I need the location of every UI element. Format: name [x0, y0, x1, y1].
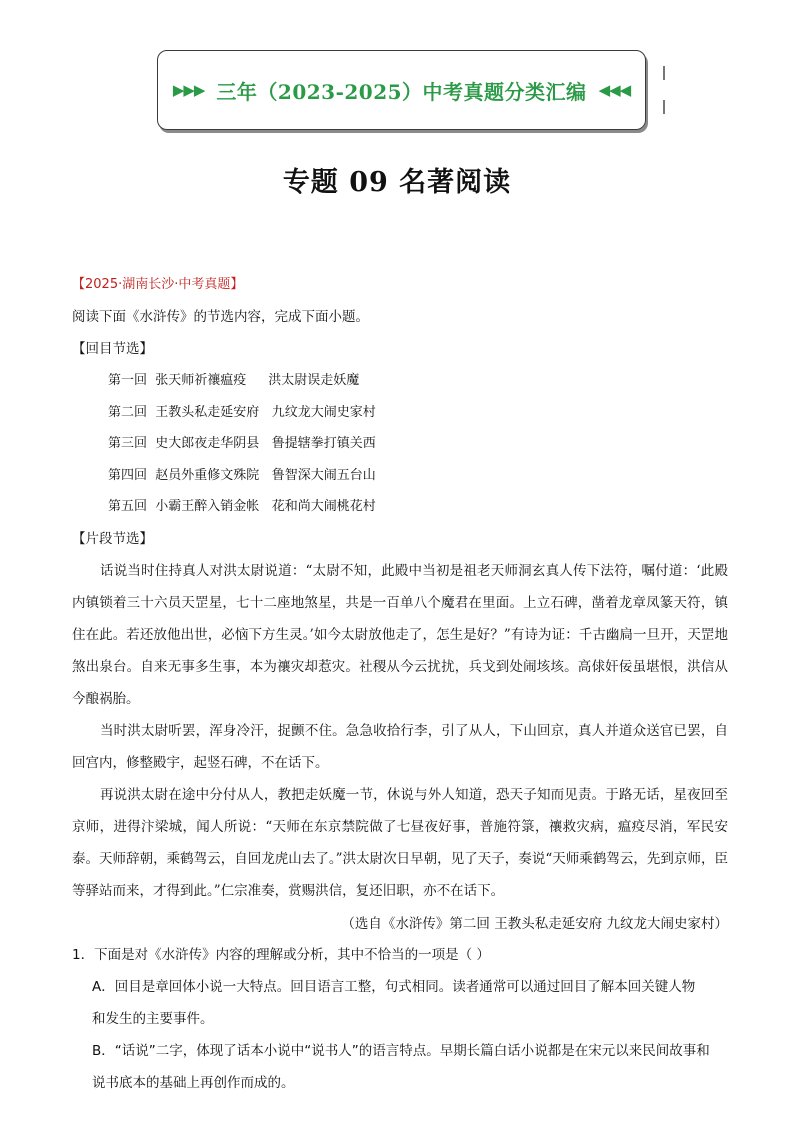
chapter-title-b: 洪太尉误走妖魔: [268, 373, 360, 388]
option-a-continued: 和发生的主要事件。: [92, 1010, 214, 1027]
banner-title: 三年（2023-2025）中考真题分类汇编: [216, 79, 587, 104]
chapter-title-b: 鲁提辖拳打镇关西: [271, 436, 376, 451]
option-a: [72, 971, 728, 1003]
chapter-title-a: 张天师祈禳瘟疫: [155, 373, 247, 388]
source-tag: 【2025·湖南长沙·中考真题】: [72, 277, 244, 292]
option-b-continued: 说书底本的基础上再创作而成的。: [92, 1074, 295, 1091]
chapter-list: [72, 365, 728, 523]
header-banner: [157, 50, 646, 130]
chapter-title-a: 小霸王醉入销金帐: [155, 499, 260, 514]
chapter-title-a: 王教头私走延安府: [155, 404, 260, 420]
excerpt-paragraph: 当时洪太尉听罢，浑身冷汗，捉颤不住。急急收拾行李，引了从人，下山回京，真人并道众送官已罢，自回宫内，修整殿宇，起竖石碑，不在话下。: [72, 722, 728, 771]
excerpt-paragraph: 再说洪太尉在途中分付从人，教把走妖魔一节，休说与外人知道，恐天子知而见责。于路无话，星夜回至京师，进得汴梁城，闻人所说：“天师在东京禁院做了七昼夜好事，普施符箓，禳救灾病，瘟疫尽消，军民安泰。天师辞朝，乘鹤驾云，自回龙虎山去了。”洪太尉次日早朝，见了天子，奏说“天师乘鹤驾云，先到京师，臣等驿站而来，才得到此。”仁宗准奏，赏赐洪信，复还旧职，亦不在话下。: [72, 786, 728, 899]
option-label: A．: [92, 978, 115, 995]
right-arrows-icon: ▶▶▶: [172, 81, 205, 99]
chapter-title-b: 九纹龙大闹史家村: [271, 404, 376, 420]
chapter-item: [72, 428, 728, 460]
option-label: B．: [92, 1042, 115, 1059]
chapter-item: [72, 365, 728, 397]
chapter-item: [72, 491, 728, 523]
left-arrows-icon: ◀◀◀: [598, 81, 631, 99]
chapter-number: 第一回: [108, 373, 148, 388]
section-label-excerpt: 【片段节选】: [72, 530, 153, 547]
banner-decoration: [663, 100, 665, 114]
document-body: [72, 268, 728, 1099]
chapter-number: 第五回: [108, 499, 148, 514]
excerpt-paragraph: 话说当时住持真人对洪太尉说道：“太尉不知，此殿中当初是祖老天师洞玄真人传下法符，嘱付道：‘此殿内镇锁着三十六员天罡星，七十二座地煞星，共是一百单八个魔君在里面。上立石碑，凿着龙章凤篆天符，镇住在此。若还放他出世，必恼下方生灵。’如今太尉放他走了，怎生是好？”有诗为证：千古幽扃一旦开，天罡地煞出泉台。自来无事多生事，本为禳灾却惹灾。社稷从今云扰扰，兵戈到处闹垓垓。高俅奸佞虽堪恨，洪信从今酿祸胎。: [72, 562, 728, 707]
page-title: 专题 09 名著阅读: [282, 167, 512, 198]
section-label-chapters: 【回目节选】: [72, 341, 153, 357]
intro-text: 阅读下面《水浒传》的节选内容，完成下面小题。: [72, 309, 369, 325]
question-1: 1．下面是对《水浒传》内容的理解或分析，其中不恰当的一项是（ ）: [72, 946, 490, 963]
chapter-number: 第三回: [108, 436, 148, 451]
chapter-title-b: 花和尚大闹桃花村: [271, 499, 376, 514]
chapter-title-a: 史大郎夜走华阴县: [155, 436, 260, 451]
chapter-number: 第二回: [108, 404, 148, 420]
option-b: [72, 1035, 728, 1067]
chapter-number: 第四回: [108, 467, 148, 483]
chapter-title-b: 鲁智深大闹五台山: [271, 467, 376, 483]
citation: （选自《水浒传》第二回 王教头私走延安府 九纹龙大闹史家村）: [341, 915, 728, 932]
banner-decoration: [663, 66, 665, 80]
option-text: “话说”二字，体现了话本小说中“说书人”的语言特点。早期长篇白话小说都是在宋元以来民间故事和: [114, 1042, 710, 1059]
chapter-title-a: 赵员外重修文殊院: [155, 467, 260, 483]
chapter-item: [72, 460, 728, 492]
chapter-item: [72, 397, 728, 429]
option-text: 回目是章回体小说一大特点。回目语言工整，句式相同。读者通常可以通过回目了解本回关键人物: [114, 978, 696, 995]
